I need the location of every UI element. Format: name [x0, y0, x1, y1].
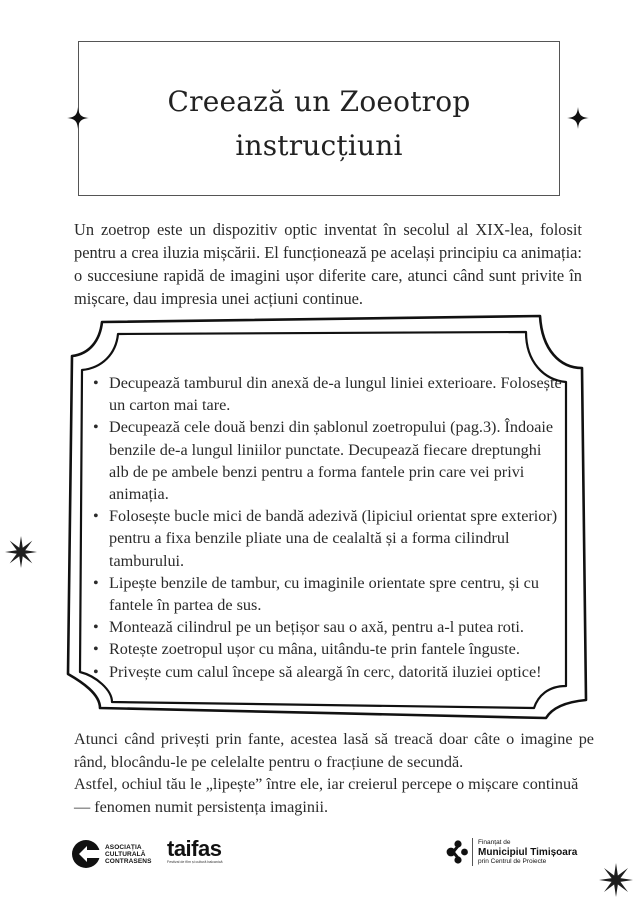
- instruction-text: Lipește benzile de tambur, cu imaginile orientate spre centru, și cu fantele în partea de sus.: [109, 573, 539, 615]
- title-line-1: Creează un Zoeotrop: [167, 85, 471, 118]
- bullet: •: [93, 418, 99, 437]
- intro-paragraph: Un zoetrop este un dispozitiv optic inventat în secolul al XIX-lea, folosit pentru a crea iluzia mișcării. El funcționează pe același principiu ca animația: o succesiune rapidă de imagini ușor diferite care, atunci când sunt privite în mișcare, dau impresia unei acțiuni continue.: [74, 220, 582, 308]
- instruction-text: Rotește zoetropul ușor cu mâna, uitându-te prin fantele înguste.: [109, 640, 520, 659]
- title-line-2: instrucțiuni: [235, 129, 403, 162]
- funder-text: [478, 839, 577, 866]
- sparkle-icon-right: [567, 107, 589, 129]
- outro-paragraph-1: Atunci când privești prin fante, acestea lasă să treacă doar câte o imagine pe rând, blocându-le pe celelalte pentru o fracțiune de secundă.: [74, 730, 594, 771]
- instruction-item: [93, 661, 563, 683]
- logo-municipiul-timisoara: [446, 838, 577, 866]
- instruction-item: [93, 372, 563, 416]
- bullet: •: [93, 662, 99, 681]
- instruction-item: [93, 505, 563, 572]
- instruction-text: Decupează tamburul din anexă de-a lungul liniei exterioare. Folosește un carton mai tare.: [109, 374, 562, 415]
- instruction-item: [93, 416, 563, 505]
- contrasens-text: [105, 844, 152, 865]
- instruction-text: Decupează cele două benzi din șablonul zoetropului (pag.3). Îndoaie benzile de-a lungul liniilor punctate. Decupează fiecare dreptunghi alb de pe ambele benzi pentru a forma fantele prin care vei privi animația.: [109, 418, 554, 504]
- bullet: •: [93, 573, 99, 592]
- asterisk-icon-left: [4, 535, 38, 569]
- taifas-wordmark: taifas: [167, 836, 222, 861]
- instruction-list: [93, 372, 563, 683]
- instruction-item: [93, 572, 563, 616]
- bullet: •: [93, 618, 99, 637]
- page-title: [78, 80, 560, 168]
- logo-divider: [472, 838, 473, 866]
- funder-line-2: Municipiul Timișoara: [478, 846, 578, 858]
- contrasens-line-1: ASOCIAȚIA: [105, 843, 142, 851]
- instruction-item: [93, 616, 563, 638]
- outro-text: [74, 728, 594, 818]
- contrasens-line-3: CONTRASENS: [105, 857, 152, 865]
- bullet: •: [93, 640, 99, 659]
- funder-line-1: Finanțat de: [478, 838, 511, 846]
- logo-contrasens: [72, 840, 152, 868]
- logo-taifas: [167, 838, 223, 865]
- asterisk-icon-bottom-right: [598, 862, 634, 898]
- contrasens-c-icon: [72, 840, 100, 868]
- instruction-text: Folosește bucle mici de bandă adezivă (lipiciul orientat spre exterior) pentru a fixa benzile pliate una de cealaltă și a forma cilindrul tamburului.: [109, 507, 558, 570]
- taifas-tagline: Festival de film și cultură balcanică: [167, 860, 223, 864]
- funder-line-3: prin Centrul de Proiecte: [478, 857, 547, 865]
- bullet: •: [93, 507, 99, 526]
- instruction-text: Privește cum calul începe să aleargă în cerc, datorită iluziei optice!: [109, 662, 542, 681]
- instruction-item: [93, 638, 563, 660]
- bullet: •: [93, 374, 99, 392]
- contrasens-line-2: CULTURALĂ: [105, 850, 146, 858]
- outro-paragraph-2: Astfel, ochiul tău le „lipește” între ele, iar creierul percepe o mișcare continuă — fenomen numit persistența imaginii.: [74, 775, 579, 816]
- instruction-text: Montează cilindrul pe un bețișor sau o axă, pentru a-l putea roti.: [109, 618, 524, 637]
- timisoara-nodes-icon: [446, 840, 468, 864]
